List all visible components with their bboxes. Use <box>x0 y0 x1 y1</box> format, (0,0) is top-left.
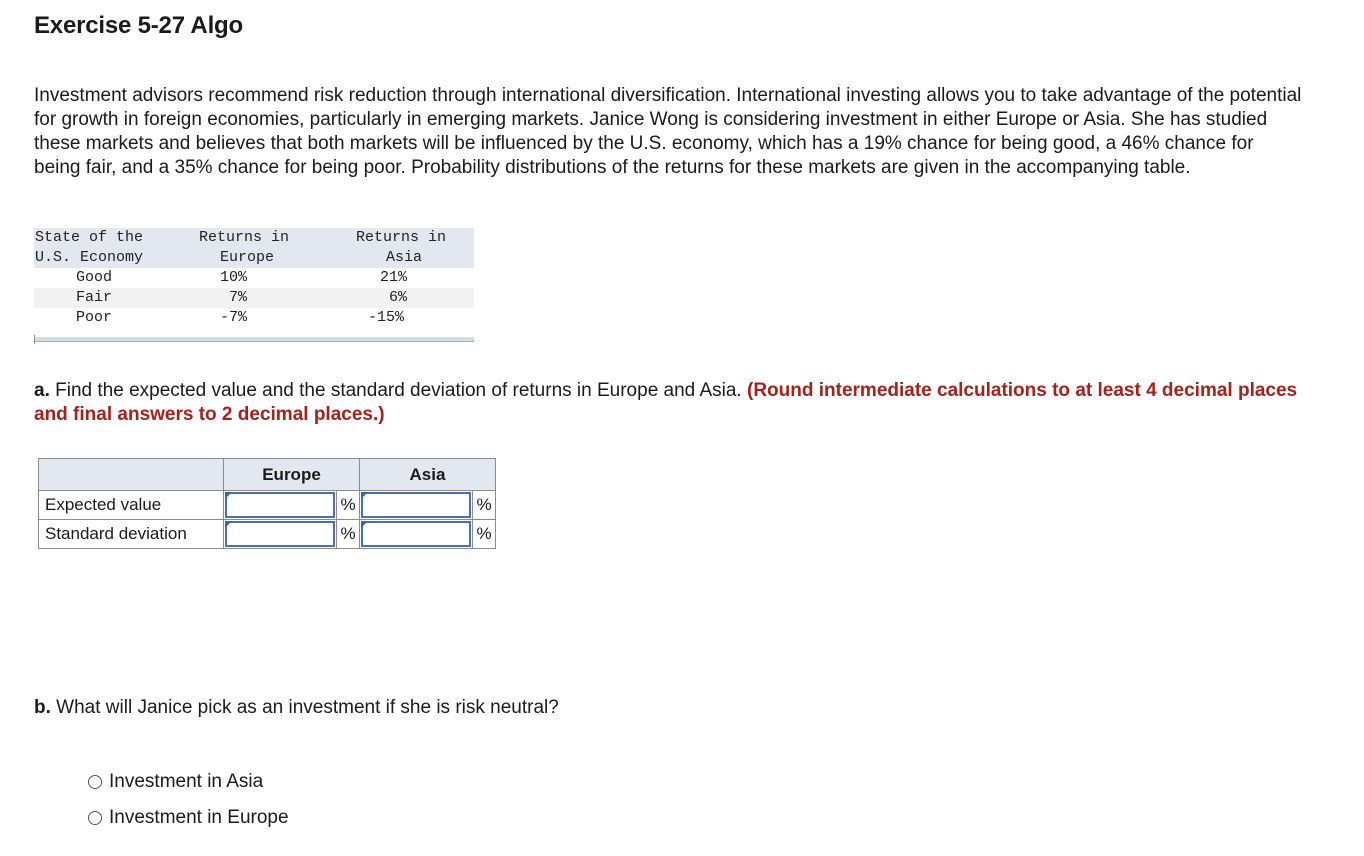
problem-intro: Investment advisors recommend risk reduction through international diversification. International investing allows you to take advantage of the potential for growth in foreign economies, particularly in emerging markets. Janice Wong is considering investment in either Europe or Asia. She has studied these markets and believes that both markets will be influenced by the U.S. economy, which has a 19% chance for being good, a 46% chance for being fair, and a 35% chance for being poor. Probability distributions of the returns for these markets are given in the accompanying table. <box>34 85 1302 178</box>
option-investment-asia[interactable] <box>88 764 289 800</box>
option-investment-europe[interactable] <box>88 800 289 836</box>
header-state-line2: U.S. Economy <box>35 249 144 266</box>
option-label: Investment in Europe <box>109 807 289 828</box>
page-title: Exercise 5-27 Algo <box>34 12 243 39</box>
header-asia-line1: Returns in <box>356 229 447 246</box>
input-marker-icon <box>225 492 232 499</box>
percent-unit: % <box>337 520 360 549</box>
input-marker-icon <box>225 521 232 528</box>
returns-data-table <box>34 228 474 342</box>
answer-header-blank <box>39 459 224 491</box>
standard-deviation-label: Standard deviation <box>39 520 224 549</box>
header-europe-line1: Returns in <box>199 229 290 246</box>
header-europe-line2: Europe <box>220 249 275 266</box>
row-state: Poor <box>76 309 113 326</box>
answer-table-header <box>39 459 496 491</box>
data-table-header <box>34 228 474 268</box>
answer-table <box>38 458 496 549</box>
answer-header-asia: Asia <box>360 459 496 491</box>
question-b-label: b. <box>34 697 51 718</box>
row-europe-return: -7% <box>220 309 248 326</box>
radio-button-icon[interactable] <box>88 811 102 825</box>
row-asia-return: 6% <box>389 289 408 306</box>
question-b <box>34 697 559 719</box>
option-label: Investment in Asia <box>109 771 264 792</box>
percent-unit: % <box>473 491 496 520</box>
sd-asia-input[interactable] <box>361 521 471 547</box>
expected-asia-cell <box>360 491 473 520</box>
expected-value-label: Expected value <box>39 491 224 520</box>
row-state: Good <box>76 269 113 286</box>
sd-europe-input[interactable] <box>225 521 335 547</box>
row-europe-return: 10% <box>220 269 248 286</box>
header-asia-line2: Asia <box>386 249 423 266</box>
question-a <box>34 379 1304 427</box>
sd-asia-cell <box>360 520 473 549</box>
row-europe-return: 7% <box>229 289 248 306</box>
table-bottom-tick <box>34 335 35 344</box>
answer-options <box>88 764 289 836</box>
row-asia-return: 21% <box>380 269 408 286</box>
input-marker-icon <box>361 521 368 528</box>
expected-asia-input[interactable] <box>361 492 471 518</box>
percent-unit: % <box>337 491 360 520</box>
sd-europe-cell <box>224 520 337 549</box>
radio-button-icon[interactable] <box>88 775 102 789</box>
input-marker-icon <box>361 492 368 499</box>
data-row-fair <box>34 288 474 308</box>
question-a-text: Find the expected value and the standard deviation of returns in Europe and Asia. <box>49 380 747 401</box>
rounding-instruction: (Round intermediate calculations to at least 4 decimal places and final answers to 2 decimal places.) <box>34 380 1298 425</box>
question-a-label: a. <box>34 380 50 401</box>
expected-europe-input[interactable] <box>225 492 335 518</box>
row-asia-return: -15% <box>368 309 405 326</box>
answer-row-sd <box>39 520 496 549</box>
header-state-line1: State of the <box>35 229 144 246</box>
answer-row-expected <box>39 491 496 520</box>
question-b-text: What will Janice pick as an investment if she is risk neutral? <box>50 697 559 718</box>
answer-header-europe: Europe <box>224 459 360 491</box>
data-row-good <box>34 268 474 288</box>
row-state: Fair <box>76 289 113 306</box>
data-row-poor <box>34 308 474 328</box>
percent-unit: % <box>473 520 496 549</box>
expected-europe-cell <box>224 491 337 520</box>
table-bottom-rule <box>34 333 474 342</box>
